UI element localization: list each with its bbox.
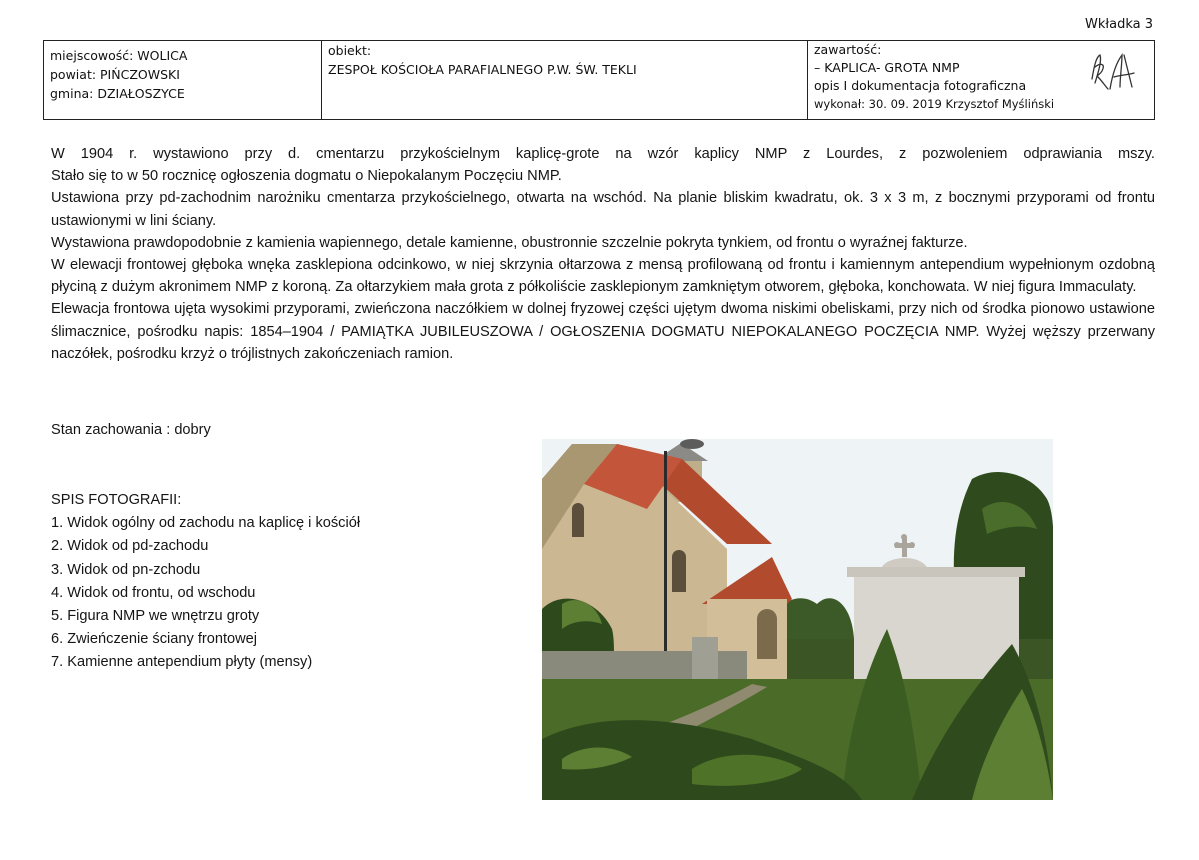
photo-list-item: 1. Widok ogólny od zachodu na kaplicę i kościół [51, 515, 361, 532]
description-paragraph: Stało się to w 50 rocznicę ogłoszenia dogmatu o Niepokalanym Poczęciu NMP. [51, 168, 562, 185]
locality: miejscowość: WOLICA [50, 48, 188, 63]
photo-list-item: 5. Figura NMP we wnętrzu groty [51, 608, 260, 625]
header-table [43, 40, 1155, 120]
description-paragraph: Ustawiona przy pd-zachodnim narożniku cmentarza przykościelnego, otwarta na wschód. Na planie bliskim kwadratu, ok. 3 x 3 m, z bocznymi przyporami od frontu ustawionymi w lini ściany. [51, 190, 1155, 229]
content-cell [808, 41, 1155, 120]
object-label: obiekt: [328, 43, 372, 58]
description-paragraph: Elewacja frontowa ujęta wysokimi przyporami, zwieńczona naczółkiem w dolnej fryzowej części ujętym dwoma niskimi obeliskami, przy nich od środka pionowo ustawione ślimacznice, pośrodku napis: 1854–1904 / PAMIĄTKA JUBILEUSZOWA / OGŁOSZENIA DOGMATU NIEPOKALANEGO POCZĘCIA NMP. Wyżej węższy przerwany naczółek, pośrodku krzyż o trójlistnych zakończeniach ramion. [51, 301, 1155, 362]
county: powiat: PIŃCZOWSKI [50, 67, 180, 82]
photo-list-item: 7. Kamienne antependium płyty (mensy) [51, 654, 313, 671]
photo-list-title: SPIS FOTOGRAFII: [51, 492, 182, 508]
description-paragraph: Wystawiona prawdopodobnie z kamienia wapiennego, detale kamienne, obustronnie szczelnie pokryta tynkiem, od frontu o wyraźnej fakturze. [51, 234, 968, 251]
description-type: opis I dokumentacja fotograficzna [814, 78, 1027, 93]
location-cell [44, 41, 322, 120]
photo-list-item: 2. Widok od pd-zachodu [51, 538, 209, 555]
photo-list-item: 4. Widok od frontu, od wschodu [51, 584, 256, 601]
signature-mark [1086, 49, 1140, 97]
object-value: ZESPOŁ KOŚCIOŁA PARAFIALNEGO P.W. ŚW. TEKLI [328, 62, 637, 77]
photo-list-item: 3. Widok od pn-zchodu [51, 561, 201, 578]
author-line: wykonał: 30. 09. 2019 Krzysztof Myśliński [814, 97, 1055, 111]
object-cell [322, 41, 808, 120]
condition-status: Stan zachowania : dobry [51, 422, 211, 438]
insert-number: Wkładka 3 [1085, 17, 1153, 32]
content-value: – KAPLICA- GROTA NMP [814, 60, 960, 75]
commune: gmina: DZIAŁOSZYCE [50, 86, 185, 101]
photo-church-and-grotto [542, 439, 1053, 800]
description-text [51, 143, 1155, 365]
description-paragraph: W 1904 r. wystawiono przy d. cmentarzu przykościelnym kaplicę-grote na wzór kaplicy NMP z Lourdes, z pozwoleniem odprawiania mszy. [51, 146, 1155, 162]
photo-list-item: 6. Zwieńczenie ściany frontowej [51, 631, 258, 648]
description-paragraph: W elewacji frontowej głęboka wnęka zasklepiona odcinkowo, w niej skrzynia ołtarzowa z mensą profilowaną od frontu i kamiennym antependium wypełnionym ozdobną płyciną z dużym akronimem NMP z koroną. Za ołtarzykiem mała grota z półkoliście zasklepionym zamkniętym otworem, głęboka, konchowata. W niej figura Immaculaty. [51, 257, 1155, 296]
photo-list-items [51, 512, 360, 674]
content-label: zawartość: [814, 42, 882, 57]
photo-list [51, 489, 360, 675]
